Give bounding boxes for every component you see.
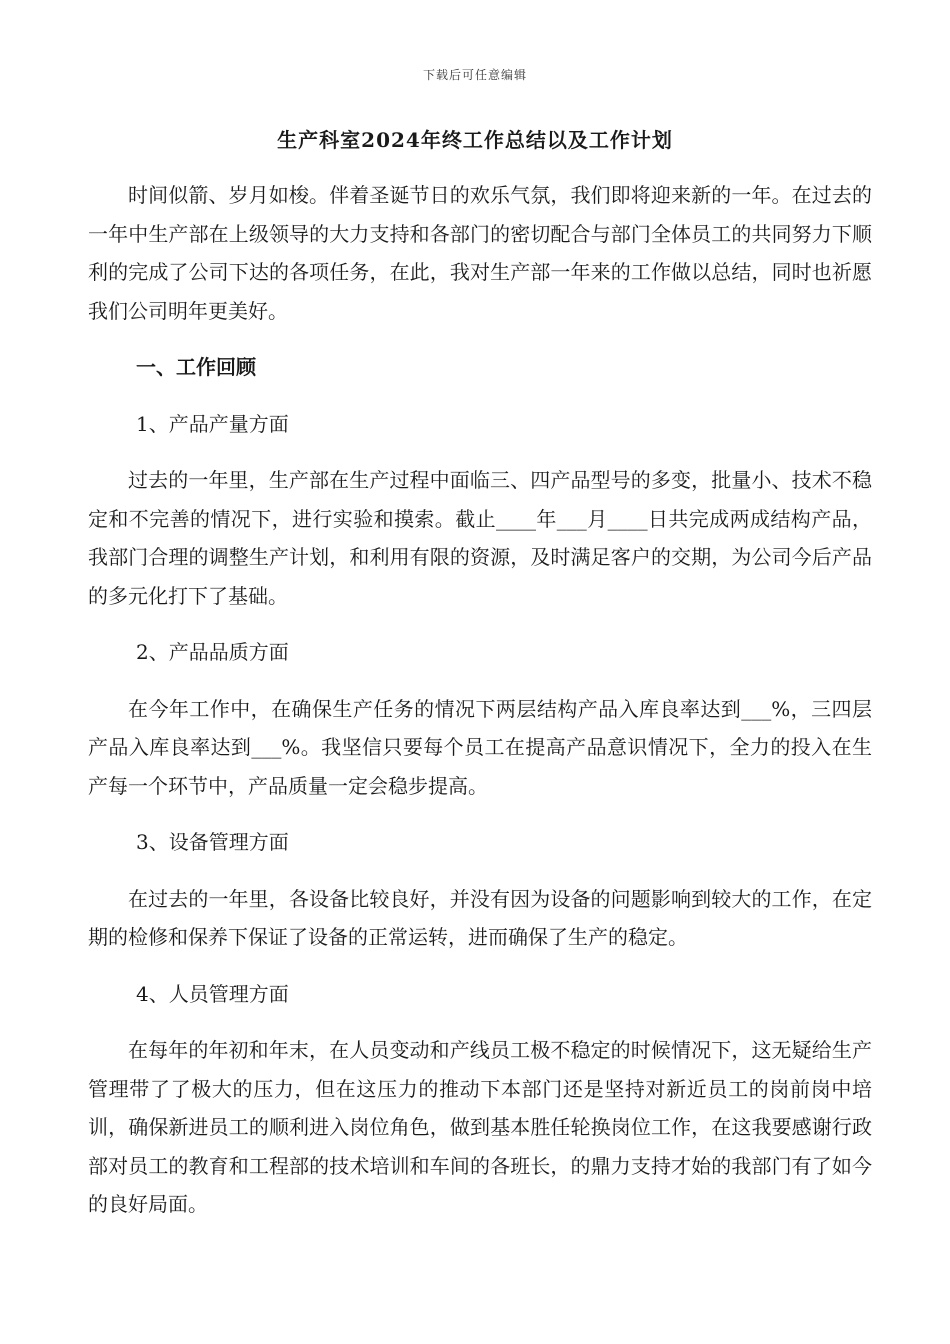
document-title: 生产科室2024年终工作总结以及工作计划 bbox=[277, 128, 673, 152]
item-heading-output: 1、产品产量方面 bbox=[136, 411, 289, 436]
item-body-personnel: 在每年的年初和年末，在人员变动和产线员工极不稳定的时候情况下，这无疑给生产管理带了了极大的压力，但在这压力的推动下本部门还是坚持对新近员工的岗前岗中培训，确保新进员工的顺利进入岗位角色，做到基本胜任轮换岗位工作，在这我要感谢行政部对员工的教育和工程部的技术培训和车间的各班长，的鼎力支持才始的我部门有了如今的良好局面。 bbox=[88, 1038, 872, 1216]
section-heading-review: 一、工作回顾 bbox=[136, 355, 256, 379]
item-body-equipment: 在过去的一年里，各设备比较良好，并没有因为设备的问题影响到较大的工作，在定期的检修和保养下保证了设备的正常运转，进而确保了生产的稳定。 bbox=[88, 886, 872, 949]
item-heading-personnel: 4、人员管理方面 bbox=[136, 981, 289, 1006]
item-heading-equipment: 3、设备管理方面 bbox=[136, 830, 289, 854]
intro-paragraph: 时间似箭、岁月如梭。伴着圣诞节日的欢乐气氛，我们即将迎来新的一年。在过去的一年中生产部在上级领导的大力支持和各部门的密切配合与部门全体员工的共同努力下顺利的完成了公司下达的各项任务，在此，我对生产部一年来的工作做以总结，同时也祈愿我们公司明年更美好。 bbox=[88, 183, 872, 323]
document-body bbox=[88, 176, 872, 1224]
header-note: 下载后可任意编辑 bbox=[422, 68, 527, 82]
item-body-output: 过去的一年里，生产部在生产过程中面临三、四产品型号的多变，批量小、技术不稳定和不完善的情况下，进行实验和摸索。截止____年___月____日共完成两成结构产品，我部门合理的调整生产计划，和利用有限的资源，及时满足客户的交期，为公司今后产品的多元化打下了基础。 bbox=[88, 468, 872, 608]
item-heading-quality: 2、产品品质方面 bbox=[136, 640, 289, 664]
item-body-quality: 在今年工作中，在确保生产任务的情况下两层结构产品入库良率达到___%，三四层产品入库良率达到___%。我坚信只要每个员工在提高产品意识情况下，全力的投入在生产每一个环节中，产品质量一定会稳步提高。 bbox=[88, 696, 872, 798]
